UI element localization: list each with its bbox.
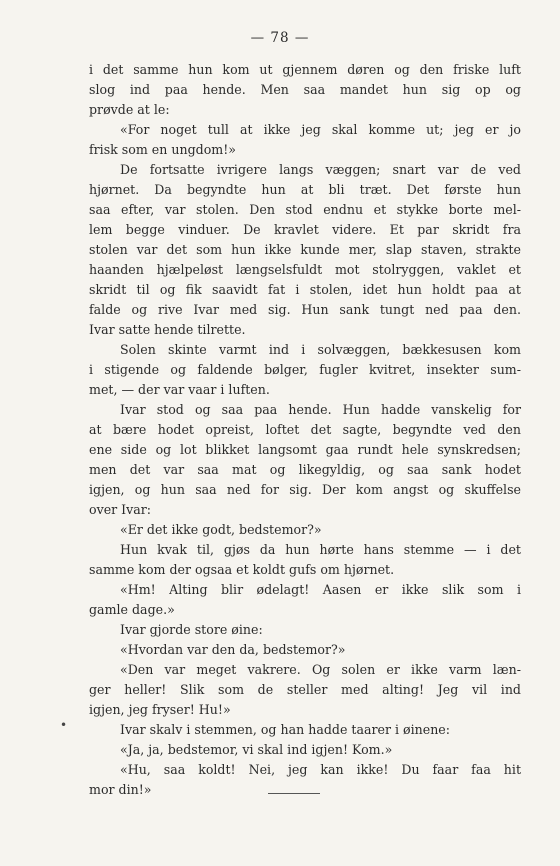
text-line: haanden hjælpeløst længselsfuldt mot stolryggen, vaklet et xyxy=(89,262,521,277)
text-line: met, — der var vaar i luften. xyxy=(89,382,270,397)
page-number: — 78 — xyxy=(250,30,310,46)
text-line: over Ivar: xyxy=(89,502,152,517)
text-line: i stigende og faldende bølger, fugler kvitret, insekter sum- xyxy=(89,362,521,377)
text-line: «Hu, saa koldt! Nei, jeg kan ikke! Du faar faa hit xyxy=(120,762,521,777)
text-line: Ivar gjorde store øine: xyxy=(120,622,263,637)
text-line: skridt til og fik saavidt fat i stolen, idet hun holdt paa at xyxy=(89,282,521,297)
text-line: mor din!» xyxy=(89,782,152,797)
text-line: igjen, og hun saa ned for sig. Der kom angst og skuffelse xyxy=(89,482,521,497)
text-line: falde og rive Ivar med sig. Hun sank tungt ned paa den. xyxy=(89,302,521,317)
text-line: «Hvordan var den da, bedstemor?» xyxy=(120,642,346,657)
text-line: ene side og lot blikket langsomt gaa rundt hele synskredsen; xyxy=(89,442,521,457)
text-line: i det samme hun kom ut gjennem døren og den friske luft xyxy=(89,62,521,77)
text-line: hjørnet. Da begyndte hun at bli træt. Det første hun xyxy=(89,182,521,197)
text-line: slog ind paa hende. Men saa mandet hun sig op og xyxy=(89,82,521,97)
end-rule xyxy=(268,793,320,794)
text-line: samme kom der ogsaa et koldt gufs om hjørnet. xyxy=(89,562,395,577)
text-line: «For noget tull at ikke jeg skal komme ut; jeg er jo xyxy=(120,122,521,137)
text-line: «Hm! Alting blir ødelagt! Aasen er ikke slik som i xyxy=(120,582,521,597)
text-line: stolen var det som hun ikke kunde mer, slap staven, strakte xyxy=(89,242,521,257)
text-line: at bære hodet opreist, loftet det sagte, begyndte ved den xyxy=(89,422,521,437)
text-line: Ivar satte hende tilrette. xyxy=(89,322,246,337)
body-text xyxy=(89,60,521,800)
text-line: De fortsatte ivrigere langs væggen; snart var de ved xyxy=(120,162,521,177)
text-line: frisk som en ungdom!» xyxy=(89,142,236,157)
text-line: Solen skinte varmt ind i solvæggen, bækkesusen kom xyxy=(120,342,521,357)
text-line: men det var saa mat og likegyldig, og saa sank hodet xyxy=(89,462,521,477)
text-line: Ivar stod og saa paa hende. Hun hadde vanskelig for xyxy=(120,402,521,417)
text-line: lem begge vinduer. De kravlet videre. Et par skridt fra xyxy=(89,222,521,237)
text-line: Ivar skalv i stemmen, og han hadde taarer i øinene: xyxy=(120,722,450,737)
text-line: igjen, jeg fryser! Hu!» xyxy=(89,702,231,717)
text-line: ger heller! Slik som de steller med alting! Jeg vil ind xyxy=(89,682,521,697)
text-line: prøvde at le: xyxy=(89,102,170,117)
text-line: gamle dage.» xyxy=(89,602,175,617)
text-line: «Den var meget vakrere. Og solen er ikke varm læn- xyxy=(120,662,521,677)
text-line: «Er det ikke godt, bedstemor?» xyxy=(120,522,322,537)
text-line: «Ja, ja, bedstemor, vi skal ind igjen! Kom.» xyxy=(120,742,393,757)
text-line: saa efter, var stolen. Den stod endnu et stykke borte mel- xyxy=(89,202,521,217)
margin-mark: • xyxy=(60,718,68,732)
text-line: Hun kvak til, gjøs da hun hørte hans stemme — i det xyxy=(120,542,521,557)
